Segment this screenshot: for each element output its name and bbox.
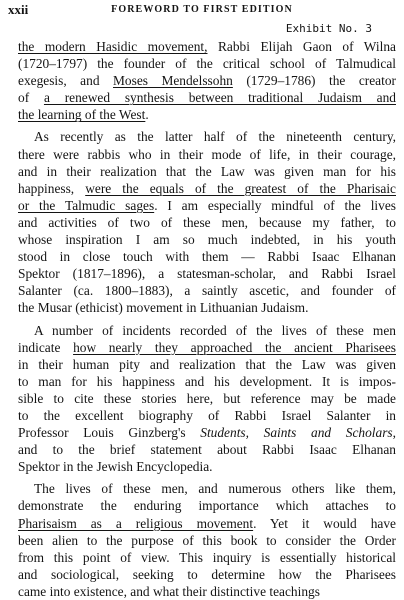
body-text bbox=[18, 38, 396, 600]
text-line bbox=[18, 583, 396, 600]
text-segment: came into existence, and what their distinctive teachings bbox=[18, 583, 320, 599]
text-line bbox=[18, 390, 396, 407]
underlined-text: how nearly they approached the ancient Pharisees bbox=[73, 339, 396, 355]
text-segment: and to the brief statement about Rabbi Isaac Elhanan bbox=[18, 442, 396, 458]
text-segment: the Musar (ethicist) movement in Lithuanian Judaism. bbox=[18, 300, 309, 316]
text-segment: in their human pity and realization that the Law was given bbox=[18, 356, 396, 372]
text-line bbox=[18, 356, 396, 373]
running-title: FOREWORD TO FIRST EDITION bbox=[111, 4, 293, 15]
text-segment: and in their realization that the Law was given man for his bbox=[18, 163, 396, 179]
text-segment: exegesis, and bbox=[18, 73, 113, 89]
page-number: xxii bbox=[8, 2, 29, 17]
text-segment: to man for his happiness and his development. It is impos- bbox=[18, 373, 396, 389]
text-line bbox=[18, 214, 396, 231]
text-line bbox=[18, 248, 396, 265]
text-line bbox=[18, 106, 396, 123]
text-line bbox=[18, 322, 396, 339]
text-line bbox=[18, 424, 396, 441]
text-segment: stood in close touch with them — Rabbi Isaac Elhanan bbox=[18, 249, 396, 265]
text-segment: Professor Louis Ginzberg's bbox=[18, 425, 201, 441]
text-line bbox=[18, 55, 396, 72]
underlined-text: were the equals of the greatest of the Pharisaic bbox=[85, 180, 396, 196]
text-segment: there were rabbis who in their mode of life, in their courage, bbox=[18, 146, 396, 162]
text-line bbox=[18, 515, 396, 532]
text-line bbox=[18, 532, 396, 549]
text-segment: , bbox=[392, 425, 396, 441]
text-segment: Spektor in the Jewish Encyclopedia. bbox=[18, 459, 213, 475]
text-line bbox=[18, 265, 396, 282]
underlined-text: the learning of the West bbox=[18, 107, 146, 123]
text-line bbox=[18, 89, 396, 106]
text-segment: Salanter (ca. 1800–1883), a saintly ascetic, and founder of bbox=[18, 283, 396, 299]
text-line bbox=[18, 180, 396, 197]
text-line bbox=[18, 339, 396, 356]
text-segment: . Yet it would have bbox=[253, 515, 396, 531]
text-line bbox=[18, 441, 396, 458]
text-segment: As recently as the latter half of the nineteenth century, bbox=[34, 129, 396, 145]
text-segment: A number of incidents recorded of the lives of these men bbox=[34, 322, 396, 338]
underlined-text: or the Talmudic sages bbox=[18, 197, 155, 213]
text-line bbox=[18, 163, 396, 180]
text-segment: and activities of two of these men, because my father, to bbox=[18, 214, 396, 230]
text-line bbox=[18, 72, 396, 89]
text-segment: to the excellent biography of Rabbi Israel Salanter in bbox=[18, 407, 396, 423]
italic-title: Students, Saints and Scholars bbox=[200, 425, 393, 441]
text-line bbox=[18, 566, 396, 583]
underlined-text: Moses Mendelssohn bbox=[113, 73, 233, 89]
text-segment: and sociological, seeking to determine how the Pharisees bbox=[18, 566, 396, 582]
text-segment: The lives of these men, and numerous others like them, bbox=[34, 481, 396, 497]
text-line bbox=[18, 231, 396, 248]
text-segment: happiness, bbox=[18, 180, 86, 196]
exhibit-stamp: Exhibit No. 3 bbox=[285, 22, 372, 35]
text-segment: demonstrate the enduring importance which attaches to bbox=[18, 498, 396, 514]
text-segment: . I am especially mindful of the lives bbox=[154, 197, 396, 213]
text-line bbox=[18, 480, 396, 497]
text-segment: Rabbi Elijah Gaon of Wilna bbox=[207, 39, 396, 54]
text-segment: sible to cite these stories here, but reference may be made bbox=[18, 390, 396, 406]
text-segment: from this point of view. This inquiry is essentially historical bbox=[18, 549, 396, 565]
text-line bbox=[18, 128, 396, 145]
text-line bbox=[18, 282, 396, 299]
text-line bbox=[18, 497, 396, 514]
text-line bbox=[18, 407, 396, 424]
underlined-text: the modern Hasidic movement, bbox=[18, 39, 208, 54]
text-line bbox=[18, 549, 396, 566]
text-segment: Spektor (1817–1896), a statesman-scholar, and Rabbi Israel bbox=[18, 266, 396, 282]
text-segment: indicate bbox=[18, 339, 74, 355]
text-segment: been alien to the purpose of this book to consider the Order bbox=[18, 532, 396, 548]
text-segment: of bbox=[18, 90, 44, 106]
text-line bbox=[18, 299, 396, 316]
underlined-text: Pharisaism as a religious movement bbox=[18, 515, 254, 531]
text-segment: (1720–1797) the founder of the critical school of Talmudical bbox=[18, 56, 396, 72]
underlined-text: a renewed synthesis between traditional Judaism and bbox=[43, 90, 396, 106]
text-segment: (1729–1786) the creator bbox=[232, 73, 396, 89]
text-segment: whose inspiration I am so much indebted, in his youth bbox=[18, 232, 396, 248]
text-segment: . bbox=[145, 107, 149, 123]
text-line bbox=[18, 373, 396, 390]
text-line bbox=[18, 197, 396, 214]
text-line bbox=[18, 146, 396, 163]
text-line bbox=[18, 38, 396, 55]
text-line bbox=[18, 458, 396, 475]
